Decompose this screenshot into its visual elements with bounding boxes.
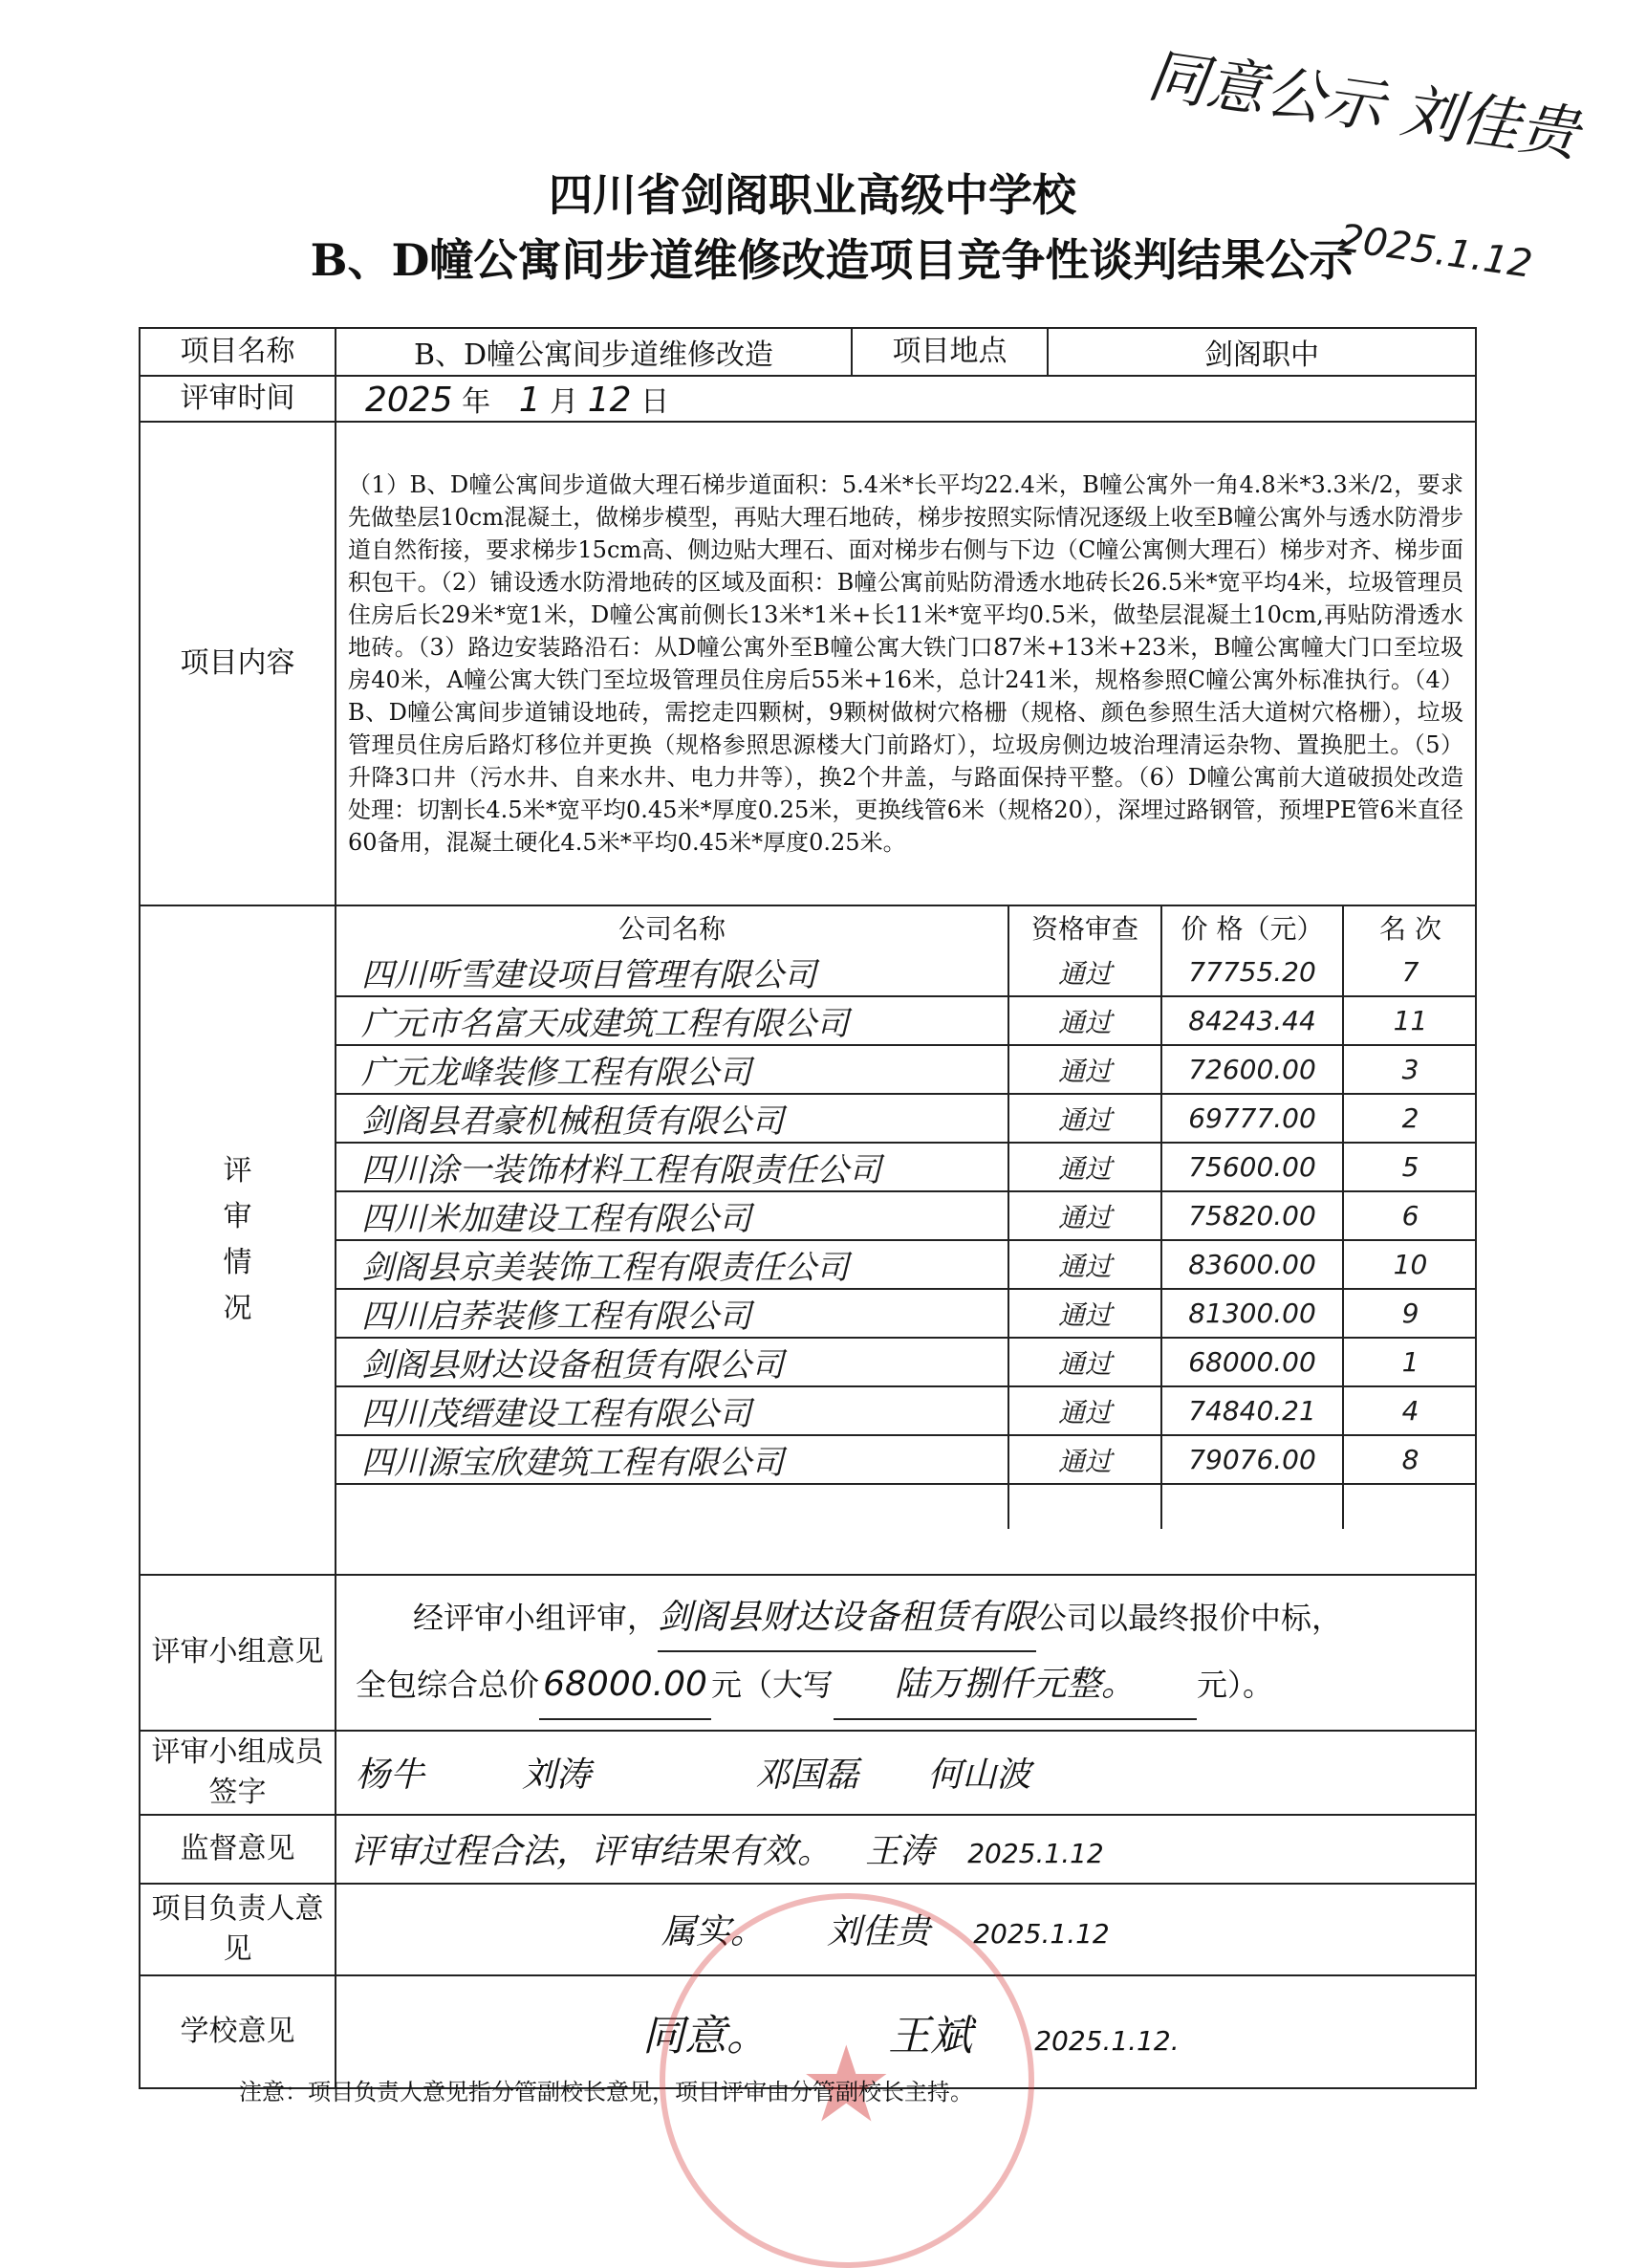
review-month-unit: 月 xyxy=(550,385,579,419)
review-year: 2025 xyxy=(365,381,453,420)
empty-cell xyxy=(336,1484,1008,1529)
bid-company: 广元市名富天成建筑工程有限公司 xyxy=(336,996,1008,1045)
bid-rank: 6 xyxy=(1343,1191,1477,1240)
bid-rank: 5 xyxy=(1343,1143,1477,1191)
bid-qualification: 通过 xyxy=(1008,1045,1161,1094)
time-row xyxy=(140,376,1476,422)
bid-rank: 2 xyxy=(1343,1094,1477,1143)
school-date: 2025.1.12. xyxy=(1034,2024,1180,2057)
bid-row xyxy=(336,1435,1477,1484)
project-row xyxy=(140,328,1476,376)
supervision-row xyxy=(140,1815,1476,1884)
bid-rank: 11 xyxy=(1343,996,1477,1045)
manager-signature: 刘佳贵 xyxy=(827,1912,931,1952)
bid-rank: 3 xyxy=(1343,1045,1477,1094)
panel-opinion-label: 评审小组意见 xyxy=(140,1575,336,1731)
supervision-date: 2025.1.12 xyxy=(967,1838,1104,1870)
project-location-label: 项目地点 xyxy=(852,328,1048,376)
document-title: 四川省剑阁职业高级中学校 xyxy=(549,169,1076,221)
bid-company: 四川听雪建设项目管理有限公司 xyxy=(336,949,1008,996)
supervision-text: 评审过程合法，评审结果有效。 xyxy=(350,1832,833,1872)
member-signature: 刘涛 xyxy=(522,1756,592,1796)
bid-row-empty xyxy=(336,1484,1477,1529)
project-name-label: 项目名称 xyxy=(140,328,336,376)
project-content-label: 项目内容 xyxy=(140,422,336,905)
bid-row xyxy=(336,1338,1477,1386)
review-label-char: 况 xyxy=(223,1292,252,1325)
bid-price: 68000.00 xyxy=(1161,1338,1343,1386)
bid-company: 广元龙峰装修工程有限公司 xyxy=(336,1045,1008,1094)
result-form xyxy=(139,327,1477,2089)
bid-price: 84243.44 xyxy=(1161,996,1343,1045)
member-signature: 杨牛 xyxy=(356,1756,425,1796)
review-time xyxy=(336,376,1476,422)
bid-price: 79076.00 xyxy=(1161,1435,1343,1484)
bid-company: 四川启荞装修工程有限公司 xyxy=(336,1289,1008,1338)
review-year-unit: 年 xyxy=(462,385,491,419)
bid-company: 剑阁县财达设备租赁有限公司 xyxy=(336,1338,1008,1386)
header-rank: 名 次 xyxy=(1343,906,1477,949)
bid-row xyxy=(336,1045,1477,1094)
bid-table-cell xyxy=(336,905,1476,1575)
bid-qualification: 通过 xyxy=(1008,996,1161,1045)
manager-text: 属实。 xyxy=(661,1912,766,1952)
header-price: 价 格（元） xyxy=(1161,906,1343,949)
supervision-signature: 王涛 xyxy=(865,1832,935,1872)
member-signature: 何山波 xyxy=(927,1756,1031,1796)
bid-company: 剑阁县京美装饰工程有限责任公司 xyxy=(336,1240,1008,1289)
bid-row xyxy=(336,1289,1477,1338)
bid-table-header xyxy=(336,906,1477,949)
unit-caps-open: 元（大写 xyxy=(711,1667,834,1704)
project-name: B、D幢公寓间步道维修改造 xyxy=(336,328,852,376)
bid-row xyxy=(336,1191,1477,1240)
review-label xyxy=(140,905,336,1575)
review-day: 12 xyxy=(587,381,632,420)
seal-star-icon: ★ xyxy=(799,2023,894,2146)
winner-company: 剑阁县财达设备租赁有限 xyxy=(658,1585,1036,1652)
total-caps: 陆万捌仟元整。 xyxy=(834,1652,1197,1719)
bid-row xyxy=(336,996,1477,1045)
bid-qualification: 通过 xyxy=(1008,1289,1161,1338)
bid-company: 四川米加建设工程有限公司 xyxy=(336,1191,1008,1240)
bid-row xyxy=(336,1094,1477,1143)
opinion-prefix: 经评审小组评审， xyxy=(413,1600,659,1636)
bid-price: 72600.00 xyxy=(1161,1045,1343,1094)
bid-rank: 10 xyxy=(1343,1240,1477,1289)
bid-qualification: 通过 xyxy=(1008,1191,1161,1240)
bid-company: 四川涂一装饰材料工程有限责任公司 xyxy=(336,1143,1008,1191)
bid-table xyxy=(336,906,1477,1529)
bid-price: 75600.00 xyxy=(1161,1143,1343,1191)
bid-qualification: 通过 xyxy=(1008,949,1161,996)
empty-cell xyxy=(1343,1484,1477,1529)
opinion-middle: 公司以最终报价中标， xyxy=(1036,1600,1343,1636)
content-row xyxy=(140,422,1476,905)
review-label-char: 审 xyxy=(223,1200,252,1233)
bid-rank: 9 xyxy=(1343,1289,1477,1338)
review-time-label: 评审时间 xyxy=(140,376,336,422)
total-value: 68000.00 xyxy=(539,1652,711,1719)
total-label: 全包综合总价 xyxy=(356,1667,540,1704)
member-signature: 邓国磊 xyxy=(755,1756,859,1796)
bid-price: 81300.00 xyxy=(1161,1289,1343,1338)
bid-row xyxy=(336,1240,1477,1289)
bid-qualification: 通过 xyxy=(1008,1143,1161,1191)
supervision-opinion xyxy=(336,1815,1476,1884)
bid-rank: 1 xyxy=(1343,1338,1477,1386)
review-row xyxy=(140,905,1476,1575)
bid-rank: 4 xyxy=(1343,1386,1477,1435)
bid-price: 83600.00 xyxy=(1161,1240,1343,1289)
school-text: 同意。 xyxy=(642,2011,769,2061)
bid-rank: 8 xyxy=(1343,1435,1477,1484)
empty-cell xyxy=(1008,1484,1161,1529)
manager-date: 2025.1.12 xyxy=(973,1918,1110,1951)
bid-qualification: 通过 xyxy=(1008,1338,1161,1386)
empty-cell xyxy=(1161,1484,1343,1529)
project-content-text: （1）B、D幢公寓间步道做大理石梯步道面积：5.4米*长平均22.4米，B幢公寓外一角4.8米*3.3米/2，要求先做垫层10cm混凝土，做梯步模型，再贴大理石地砖，梯步按照实际情况逐级上收至B幢公寓外与透水防滑步道自然衔接，要求梯步15cm高、侧边贴大理石、面对梯步右侧与下边（C幢公寓侧大理石）梯步对齐、梯步面积包干。（2）铺设透水防滑地砖的区域及面积：B幢公寓前贴防滑透水地砖长26.5米*宽平均4米，垃圾管理员住房后长29米*宽1米，D幢公寓前侧长13米*1米+长11米*宽平均0.5米，做垫层混凝土10cm,再贴防滑透水地砖。（3）路边安装路沿石：从D幢公寓外至B幢公寓大铁门口87米+13米+23米，B幢公寓幢大门口至垃圾房40米，A幢公寓大铁门至垃圾管理员住房后55米+16米，总计241米，规格参照C幢公寓外标准执行。（4）B、D幢公寓间步道铺设地砖，需挖走四颗树，9颗树做树穴格栅（规格、颜色参照生活大道树穴格栅），垃圾管理员住房后路灯移位并更换（规格参照思源楼大门前路灯），垃圾房侧边坡治理清运杂物、置换肥土。（5）升降3口井（污水井、自来水井、电力井等），换2个井盖，与路面保持平整。（6）D幢公寓前大道破损处改造处理：切割长4.5米*宽平均0.45米*厚度0.25米，更换线管6米（规格20），深埋过路钢管，预埋PE管6米直径60备用，混凝土硬化4.5米*平均0.45米*厚度0.25米。 xyxy=(336,422,1476,905)
member-signatures xyxy=(336,1731,1476,1815)
bid-company: 剑阁县君豪机械租赁有限公司 xyxy=(336,1094,1008,1143)
bid-qualification: 通过 xyxy=(1008,1386,1161,1435)
members-row xyxy=(140,1731,1476,1815)
panel-opinion-row xyxy=(140,1575,1476,1731)
bid-price: 69777.00 xyxy=(1161,1094,1343,1143)
handwritten-approval: 同意公示 刘佳贵 xyxy=(1143,39,1583,170)
review-label-char: 情 xyxy=(223,1246,252,1279)
header-qualification: 资格审查 xyxy=(1008,906,1161,949)
bid-qualification: 通过 xyxy=(1008,1240,1161,1289)
bid-row xyxy=(336,1143,1477,1191)
bid-company: 四川源宝欣建筑工程有限公司 xyxy=(336,1435,1008,1484)
bid-qualification: 通过 xyxy=(1008,1435,1161,1484)
review-day-unit: 日 xyxy=(640,385,670,419)
header-company: 公司名称 xyxy=(618,913,726,945)
footer-note: 注意：项目负责人意见指分管副校长意见，项目评审由分管副校长主持。 xyxy=(239,2079,973,2105)
school-label: 学校意见 xyxy=(140,1975,336,2088)
project-location: 剑阁职中 xyxy=(1048,328,1476,376)
opinion-close: 元）。 xyxy=(1197,1667,1274,1704)
panel-opinion xyxy=(336,1575,1476,1731)
bid-row xyxy=(336,1386,1477,1435)
bid-company: 四川茂缙建设工程有限公司 xyxy=(336,1386,1008,1435)
bid-price: 75820.00 xyxy=(1161,1191,1343,1240)
bid-qualification: 通过 xyxy=(1008,1094,1161,1143)
document-subtitle: B、D幢公寓间步道维修改造项目竞争性谈判结果公示 xyxy=(310,234,1354,286)
review-label-char: 评 xyxy=(223,1154,252,1188)
bid-price: 77755.20 xyxy=(1161,949,1343,996)
bid-row xyxy=(336,949,1477,996)
review-month: 1 xyxy=(518,381,541,420)
bid-price: 74840.21 xyxy=(1161,1386,1343,1435)
members-label: 评审小组成员签字 xyxy=(140,1731,336,1815)
bid-rank: 7 xyxy=(1343,949,1477,996)
school-signature: 王斌 xyxy=(888,2011,973,2061)
manager-label: 项目负责人意见 xyxy=(140,1884,336,1975)
supervision-label: 监督意见 xyxy=(140,1815,336,1884)
handwritten-approval-date: 2025.1.12 xyxy=(1335,216,1535,287)
